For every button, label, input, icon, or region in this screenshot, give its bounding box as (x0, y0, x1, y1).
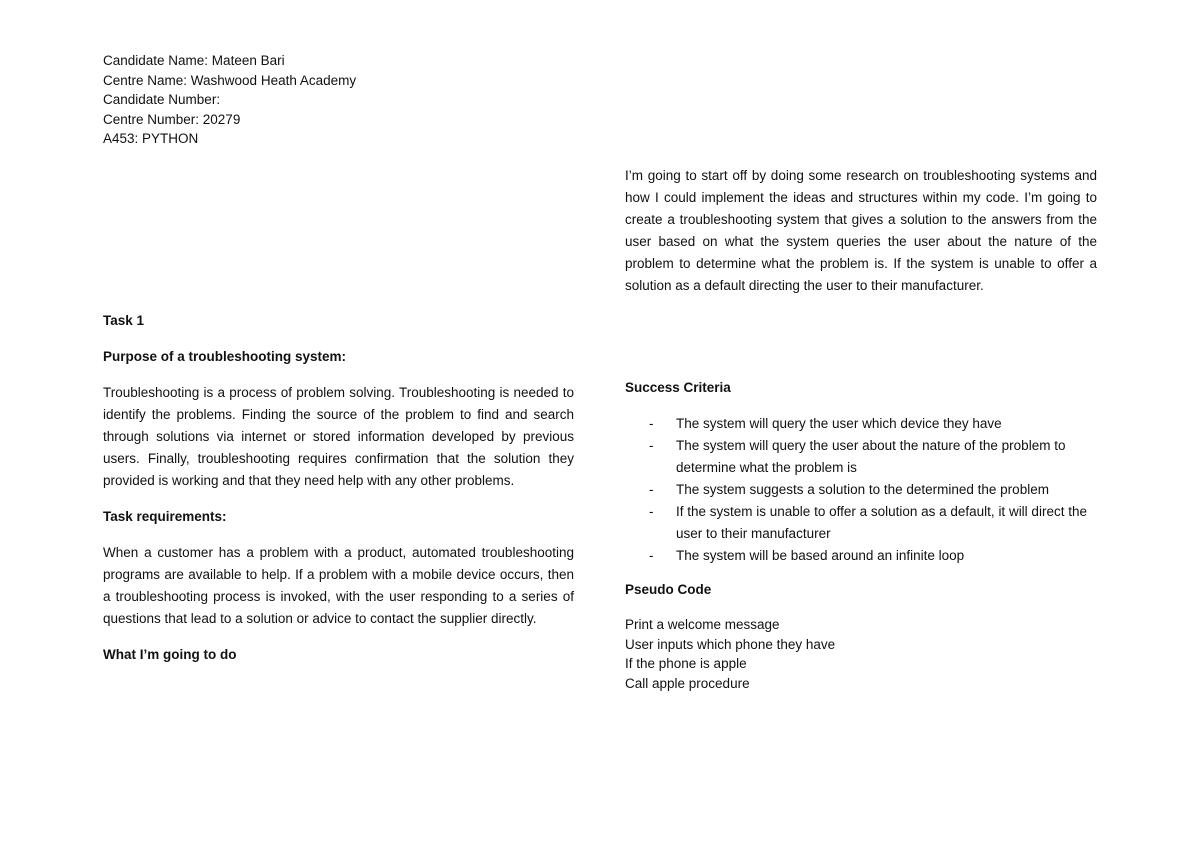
pseudo-code-block (625, 615, 1097, 693)
intro-paragraph: I’m going to start off by doing some research on troubleshooting systems and how I could implement the ideas and structures within my code. I’m going to create a troubleshooting system that gives a solution to the answers from the user based on what the system queries the user about the nature of the problem to determine what the problem is. If the system is unable to offer a solution as a default directing the user to their manufacturer. (625, 168, 1097, 293)
criteria-list (625, 413, 1097, 567)
bullet-marker: - (649, 548, 654, 563)
requirements-paragraph: When a customer has a problem with a product, automated troubleshooting programs are available to help. If a problem with a mobile device occurs, then a troubleshooting process is invoked, with the user responding to a series of questions that lead to a solution or advice to contact the supplier directly. (103, 545, 574, 626)
bullet-marker: - (649, 482, 654, 497)
criteria-text: The system will query the user which device they have (676, 416, 1002, 431)
pseudo-line: Print a welcome message (625, 617, 780, 632)
purpose-heading: Purpose of a troubleshooting system: (103, 349, 347, 364)
criteria-text: If the system is unable to offer a solution as a default, it will direct the user to their manufacturer (676, 504, 1087, 541)
candidate-number: Candidate Number: (103, 92, 221, 107)
candidate-header (103, 51, 583, 149)
list-item (625, 413, 1097, 435)
list-item (625, 435, 1097, 479)
bullet-marker: - (649, 416, 654, 431)
list-item (625, 545, 1097, 567)
unit-code: A453: PYTHON (103, 131, 199, 146)
plan-heading: What I’m going to do (103, 647, 237, 662)
requirements-heading: Task requirements: (103, 509, 227, 524)
criteria-text: The system suggests a solution to the determined the problem (676, 482, 1049, 497)
left-column (103, 310, 574, 666)
right-column (625, 165, 1097, 693)
criteria-text: The system will query the user about the nature of the problem to determine what the problem is (676, 438, 1066, 475)
criteria-heading: Success Criteria (625, 380, 731, 395)
list-item (625, 479, 1097, 501)
candidate-name: Candidate Name: Mateen Bari (103, 53, 285, 68)
pseudo-line: If the phone is apple (625, 656, 747, 671)
criteria-text: The system will be based around an infinite loop (676, 548, 965, 563)
purpose-paragraph: Troubleshooting is a process of problem solving. Troubleshooting is needed to identify the problems. Finding the source of the problem to find and search through solutions via internet or stored information developed by previous users. Finally, troubleshooting requires confirmation that the solution they provided is working and that they need help with any other problems. (103, 385, 574, 488)
pseudo-line: Call apple procedure (625, 675, 750, 691)
list-item (625, 501, 1097, 545)
centre-name: Centre Name: Washwood Heath Academy (103, 72, 357, 88)
pseudo-line: User inputs which phone they have (625, 636, 836, 652)
task-title: Task 1 (103, 313, 145, 328)
pseudo-heading: Pseudo Code (625, 582, 712, 597)
bullet-marker: - (649, 504, 654, 519)
bullet-marker: - (649, 438, 654, 453)
centre-number: Centre Number: 20279 (103, 111, 241, 127)
